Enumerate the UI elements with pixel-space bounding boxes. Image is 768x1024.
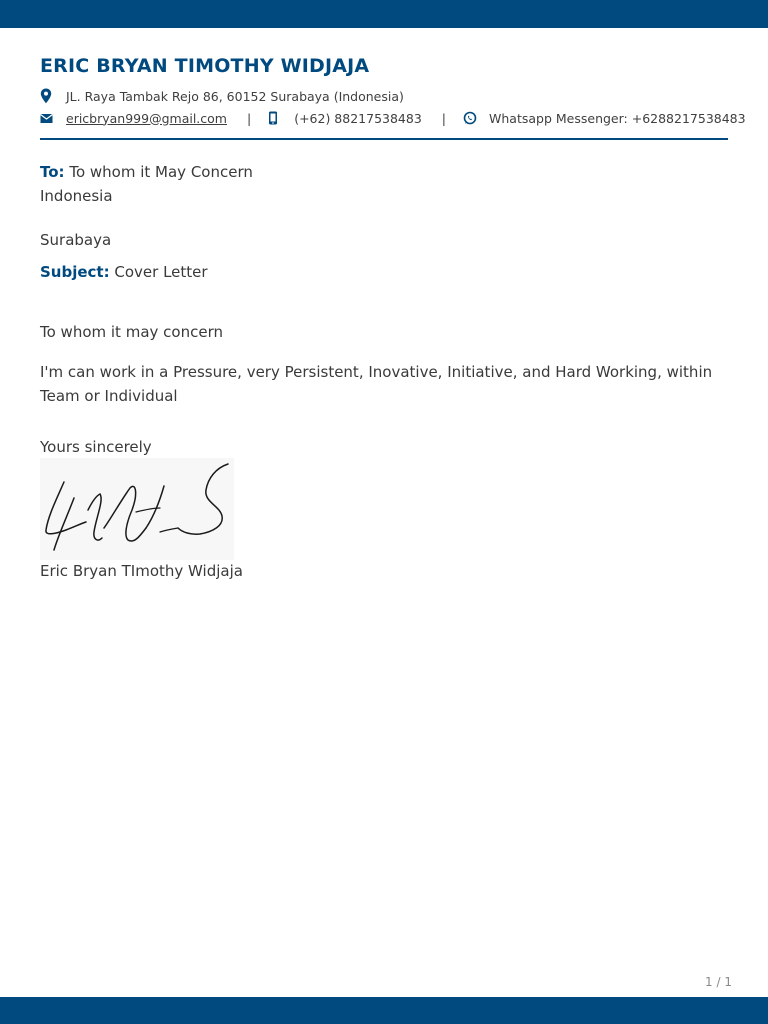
separator: |: [441, 110, 447, 126]
whatsapp-text: Whatsapp Messenger: +6288217538483: [489, 110, 746, 126]
recipient: To whom it May Concern: [69, 163, 253, 181]
salutation: To whom it may concern: [40, 323, 223, 341]
separator: |: [246, 110, 252, 126]
signatory-name: Eric Bryan TImothy Widjaja: [40, 562, 243, 580]
bottom-banner: [0, 997, 768, 1024]
subject: Cover Letter: [114, 263, 208, 281]
phone-text: (+62) 88217538483: [294, 110, 422, 126]
mobile-phone-icon: [268, 110, 282, 126]
page-indicator: 1 / 1: [705, 975, 732, 989]
applicant-name: ERIC BRYAN TIMOTHY WIDJAJA: [40, 55, 370, 77]
whatsapp-icon: [463, 110, 477, 126]
contact-line: [40, 110, 746, 126]
recipient-country: Indonesia: [40, 187, 113, 205]
subject-line: [40, 260, 208, 284]
header-divider: [40, 138, 728, 140]
address-text: JL. Raya Tambak Rejo 86, 60152 Surabaya (Indonesia): [66, 88, 404, 104]
city: Surabaya: [40, 231, 112, 249]
top-banner: [0, 0, 768, 28]
envelope-icon: [40, 110, 54, 126]
recipient-line: [40, 160, 253, 184]
handwritten-signature: [40, 458, 234, 560]
closing: Yours sincerely: [40, 438, 152, 456]
subject-label: Subject:: [40, 263, 110, 281]
to-label: To:: [40, 163, 65, 181]
email-link[interactable]: ericbryan999@gmail.com: [66, 110, 227, 126]
map-pin-icon: [40, 88, 54, 104]
address-line: [40, 88, 404, 104]
letter-body: I'm can work in a Pressure, very Persistent, Inovative, Initiative, and Hard Working, within Team or Individual: [40, 363, 713, 405]
